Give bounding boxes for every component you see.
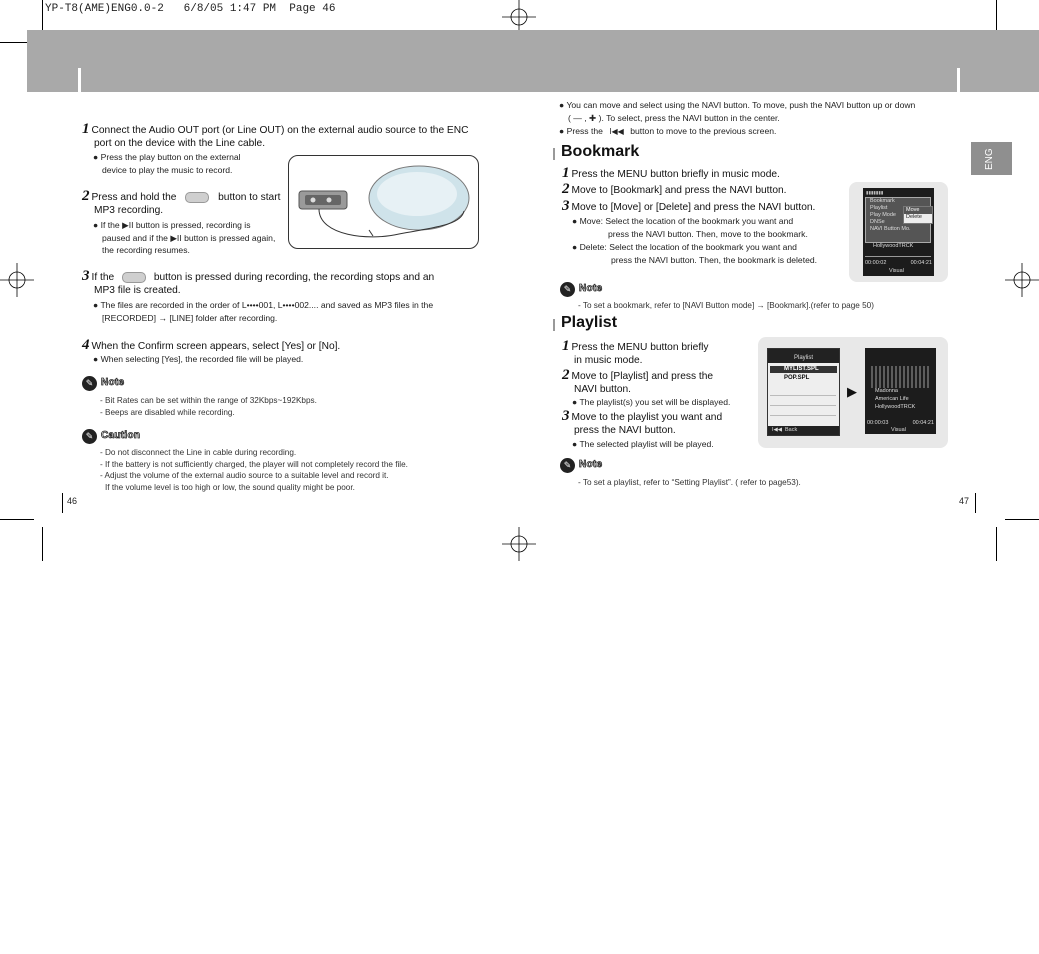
bookmark-note-text: - To set a bookmark, refer to [NAVI Button mode] → [Bookmark].(refer to page 50) [578,301,874,310]
caution-icon: ✎ [82,429,97,444]
line-cable-illustration [289,156,478,248]
bookmark-bullet-move: ● Move: Select the location of the bookmark you want and press the NAVI button. Then, move to the bookmark. [572,216,808,239]
heading-bar [553,148,555,160]
header-divider [78,68,81,92]
bookmark-step-2: 2 Move to [Bookmark] and press the NAVI button. [562,181,787,197]
menu-item-bookmark: Bookmark [870,198,895,204]
track-name: HollywoodTRCK [873,243,914,249]
playlist-titlebar [768,349,839,363]
note-icon: ✎ [560,458,575,473]
intro-bullet-2: ● Press the I◀◀ button to move to the previous screen. [559,126,777,136]
bookmark-heading: Bookmark [561,143,640,160]
left-step-2: 2 Press and hold the button to start MP3 recording. [82,188,281,216]
popup-box [903,206,933,224]
note-icon: ✎ [82,376,97,391]
status-bar: ▮▮▮▮▮▮▮ [866,190,884,195]
bookmark-step-1: 1 Press the MENU button briefly in music mode. [562,165,780,181]
note-icon: ✎ [560,282,575,297]
crop-mark [0,519,34,520]
caution-text: - Do not disconnect the Line in cable during recording. - If the battery is not sufficiently charged, the player will not completely record the file. - Adjust the volume of the external audio source to a suitable level and record it. If the volume level is too high or low, the sound quality might be poor. [100,448,408,492]
crop-mark [42,0,43,34]
playlist-screens-panel [758,337,948,448]
playlist-step-3: 3 Move to the playlist you want and press the NAVI button. [562,408,723,436]
time-total: 00:04:21 [910,260,932,266]
arrow-right-icon: ▶ [847,384,857,399]
crop-mark [1005,519,1039,520]
visual-mode: Visual [889,268,904,274]
menu-item-playlist: Playlist [870,205,888,211]
previous-icon: I◀◀ [609,127,624,136]
left-step-1: 1 Connect the Audio OUT port (or Line OUT) on the external audio source to the ENC port on the device with the Line cable. [82,121,469,149]
rec-button-icon [185,192,209,203]
progress-bar [865,256,931,257]
track-hollywood: HollywoodTRCK [875,404,916,410]
playlist-item-mylist: MYLIST.SPL [770,366,837,373]
playlist-item-pop: POP.SPL [784,375,810,381]
registration-mark [0,263,34,297]
playlist-title: Playlist [793,355,813,361]
header-divider [957,68,960,92]
page-number-rule [975,493,976,513]
intro-bullet-1: ● You can move and select using the NAVI button. To move, push the NAVI button up or down ( — , ✚ ). To select, press the NAVI button in the center. [559,100,916,123]
crop-mark [996,527,997,561]
now-playing-screen [865,348,936,434]
note-title: Note [101,377,125,388]
visual-mode: Visual [891,427,906,433]
menu-item-navi: NAVI Button Mo. [870,226,911,232]
menu-item-play-mode: Play Mode [870,212,896,218]
playlist-step-3-bullet: ● The selected playlist will be played. [572,439,714,449]
left-step-2-bullet: ● If the ▶II button is pressed, recording is paused and if the ▶II button is pressed again, the recording resumes. [93,220,276,255]
caution-title: Caution [101,430,141,441]
crop-mark [42,527,43,561]
menu-item-dnse: DNSe [870,219,885,225]
playlist-note-title: Note [579,459,603,470]
device-illustration [288,155,479,249]
track-american-life: American Life [875,396,909,402]
track-madonna: Madonna [875,388,898,394]
crop-mark [996,0,997,34]
playlist-note-text: - To set a playlist, refer to “Setting Playlist”. ( refer to page53). [578,478,801,487]
header-band [27,30,1039,92]
bookmark-screen [863,188,934,276]
back-label: Back [785,427,798,433]
page-number-left: 46 [67,496,78,506]
page-number-rule [62,493,63,513]
popup-move: Move [904,207,932,214]
page-number-right: 47 [959,496,970,506]
left-step-3: 3 If the button is pressed during recording, the recording stops and an MP3 file is created. [82,268,435,296]
bookmark-screen-panel [849,182,948,282]
heading-bar [553,319,555,331]
playlist-step-2-bullet: ● The playlist(s) you set will be displayed. [572,397,731,407]
bookmark-step-3: 3 Move to [Move] or [Delete] and press the NAVI button. [562,198,816,214]
playlist-step-1: 1 Press the MENU button briefly in music mode. [562,338,709,366]
visualizer-bars [871,366,931,388]
left-step-1-bullet: ● Press the play button on the external device to play the music to record. [93,152,241,175]
left-step-3-bullet: ● The files are recorded in the order of L••••001, L••••002.... and saved as MP3 files in the [RECORDED] → [LINE] folder after recording. [93,300,434,323]
registration-mark [502,527,536,561]
print-header: YP-T8(AME)ENG0.0-2 6/8/05 1:47 PM Page 46 [45,3,336,15]
time-total: 00:04:21 [912,420,934,426]
playlist-screen [767,348,840,436]
popup-delete: Delete [906,214,922,220]
rec-button-icon [122,272,146,283]
playlist-footer: I◀◀ Back [768,426,839,435]
time-elapsed: 00:00:03 [867,420,889,426]
left-step-4: 4 When the Confirm screen appears, select [Yes] or [No]. [82,337,341,353]
left-step-4-bullet: ● When selecting [Yes], the recorded file will be played. [93,354,304,364]
bookmark-bullet-delete: ● Delete: Select the location of the bookmark you want and press the NAVI button. Then, the bookmark is deleted. [572,242,818,265]
time-elapsed: 00:00:02 [865,260,887,266]
registration-mark [502,0,536,34]
note-text: - Bit Rates can be set within the range of 32Kbps~192Kbps. - Beeps are disabled while recording. [100,396,317,417]
playlist-step-2: 2 Move to [Playlist] and press the NAVI button. [562,367,714,395]
bookmark-note-title: Note [579,283,603,294]
registration-mark [1005,263,1039,297]
playlist-heading: Playlist [561,314,618,331]
eng-tab: ENG [971,142,1012,175]
